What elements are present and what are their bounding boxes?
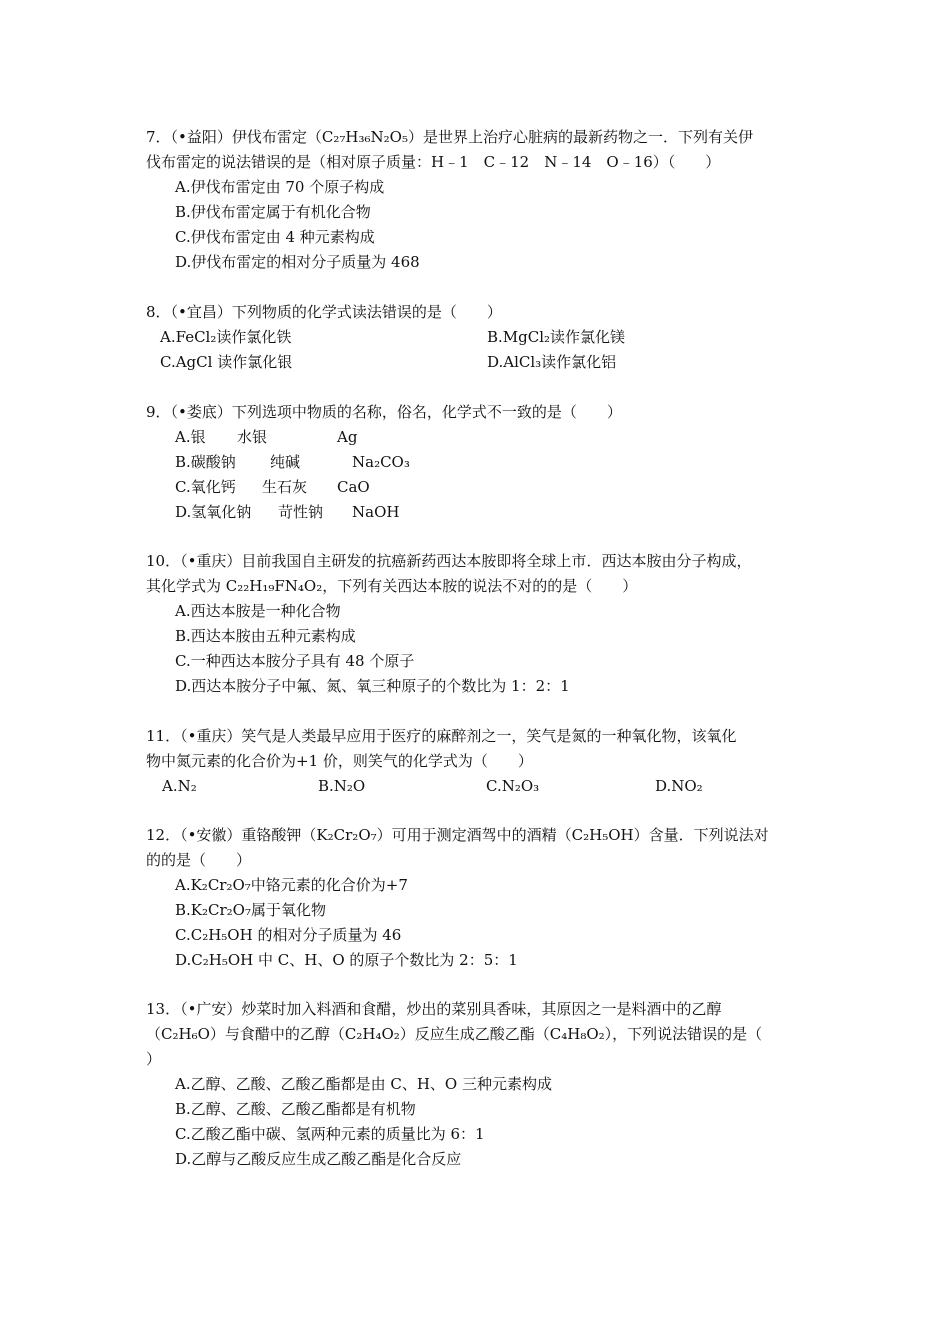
question-7-option-d: D.伊伐布雷定的相对分子质量为 468 <box>175 253 420 271</box>
question-10-option-c: C.一种西达本胺分子具有 48 个原子 <box>175 652 415 670</box>
question-8-option-d: D.AlCl₃读作氯化铝 <box>487 353 617 371</box>
question-10-option-d: D.西达本胺分子中氟、氮、氧三种原子的个数比为 1：2：1 <box>175 677 570 695</box>
question-12-option-c: C.C₂H₅OH 的相对分子质量为 46 <box>175 926 402 944</box>
question-13-option-d: D.乙醇与乙酸反应生成乙酸乙酯是化合反应 <box>175 1150 462 1168</box>
question-11-option-d: D.NO₂ <box>655 777 703 795</box>
question-9-option-a-label: A.银 <box>175 428 206 446</box>
question-7-option-a: A.伊伐布雷定由 70 个原子构成 <box>175 178 385 196</box>
question-12-stem-line1: 12．（•安徽）重铬酸钾（K₂Cr₂O₇）可用于测定酒驾中的酒精（C₂H₅OH）含量．下列说法对 <box>146 826 769 844</box>
question-11-option-c: C.N₂O₃ <box>486 777 540 795</box>
question-9-option-b-common: 纯碱 <box>270 453 301 471</box>
question-9-option-c-common: 生石灰 <box>262 478 308 496</box>
question-11-option-a: A.N₂ <box>162 777 197 795</box>
question-9-option-d-label: D.氢氧化钠 <box>175 503 252 521</box>
question-9-stem: 9．（•娄底）下列选项中物质的名称，俗名，化学式不一致的是（ ） <box>146 403 622 421</box>
question-9-option-c-label: C.氧化钙 <box>175 478 236 496</box>
question-9-option-b-formula: Na₂CO₃ <box>352 453 410 471</box>
question-9-option-b-label: B.碳酸钠 <box>175 453 236 471</box>
question-8-option-a: A.FeCl₂读作氯化铁 <box>160 328 292 346</box>
question-12-stem-line2: 的的是（ ） <box>146 851 252 869</box>
question-9-option-d-formula: NaOH <box>352 503 400 521</box>
question-13-stem-line2: （C₂H₆O）与食醋中的乙醇（C₂H₄O₂）反应生成乙酸乙酯（C₄H₈O₂），下列说法错误的是（ <box>146 1025 763 1043</box>
question-12-option-b: B.K₂Cr₂O₇属于氧化物 <box>175 901 326 919</box>
question-8-option-c: C.AgCl 读作氯化银 <box>160 353 293 371</box>
question-12-option-d: D.C₂H₅OH 中 C、H、O 的原子个数比为 2：5：1 <box>175 951 518 969</box>
question-13-option-b: B.乙醇、乙酸、乙酸乙酯都是有机物 <box>175 1100 416 1118</box>
question-10-option-b: B.西达本胺由五种元素构成 <box>175 627 356 645</box>
question-8-option-b: B.MgCl₂读作氯化镁 <box>487 328 626 346</box>
question-9-option-a-common: 水银 <box>237 428 268 446</box>
question-7-option-b: B.伊伐布雷定属于有机化合物 <box>175 203 371 221</box>
question-10-stem-line2: 其化学式为 C₂₂H₁₉FN₄O₂，下列有关西达本胺的说法不对的的是（ ） <box>146 577 638 595</box>
question-12-option-a: A.K₂Cr₂O₇中铬元素的化合价为+7 <box>175 876 408 894</box>
question-9-option-a-formula: Ag <box>337 428 358 446</box>
question-10-option-a: A.西达本胺是一种化合物 <box>175 602 341 620</box>
question-11-stem-line1: 11．（•重庆）笑气是人类最早应用于医疗的麻醉剂之一，笑气是氮的一种氧化物，该氧化 <box>146 727 737 745</box>
question-7-stem-line2: 伐布雷定的说法错误的是（相对原子质量：H﹣1 C﹣12 N﹣14 O﹣16）（ ） <box>146 153 721 171</box>
question-11-stem-line2: 物中氮元素的化合价为+1 价，则笑气的化学式为（ ） <box>146 752 533 770</box>
question-7-stem-line1: 7．（•益阳）伊伐布雷定（C₂₇H₃₆N₂O₅）是世界上治疗心脏病的最新药物之一．下列有关伊 <box>146 128 753 146</box>
question-13-stem-line1: 13．（•广安）炒菜时加入料酒和食醋，炒出的菜别具香味，其原因之一是料酒中的乙醇 <box>146 1000 722 1018</box>
question-13-stem-line3: ） <box>146 1050 162 1068</box>
question-7-option-c: C.伊伐布雷定由 4 种元素构成 <box>175 228 375 246</box>
question-8-stem: 8．（•宜昌）下列物质的化学式读法错误的是（ ） <box>146 303 502 321</box>
question-13-option-a: A.乙醇、乙酸、乙酸乙酯都是由 C、H、O 三种元素构成 <box>175 1075 552 1093</box>
question-10-stem-line1: 10．（•重庆）目前我国自主研发的抗癌新药西达本胺即将全球上市．西达本胺由分子构成， <box>146 552 752 570</box>
question-11-option-b: B.N₂O <box>318 777 366 795</box>
question-13-option-c: C.乙酸乙酯中碳、氢两种元素的质量比为 6：1 <box>175 1125 485 1143</box>
question-9-option-d-common: 苛性钠 <box>278 503 324 521</box>
question-9-option-c-formula: CaO <box>337 478 370 496</box>
